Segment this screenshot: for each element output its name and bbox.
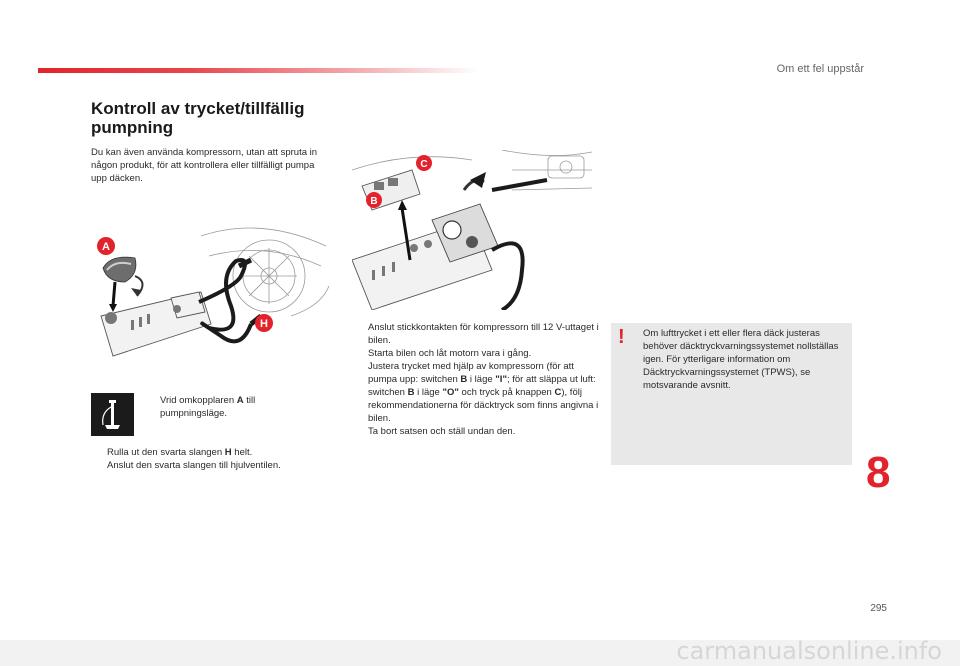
intro-text: Du kan även använda kompressorn, utan att spruta in någon produkt, för att kontrollera eller tillfälligt pumpa upp däcken. (91, 147, 318, 184)
step-text: till pumpningsläge. (160, 395, 256, 419)
steps-left (91, 446, 341, 472)
section-title: Om ett fel uppstår (776, 63, 864, 75)
figure-label-c: C (420, 159, 428, 170)
chapter-number: 8 (866, 448, 891, 497)
step-switch-a (144, 394, 294, 420)
figure-label-b: B (370, 196, 378, 207)
warning-icon: ! (618, 326, 625, 348)
list-item (352, 360, 600, 425)
list-item (352, 321, 600, 347)
figure-label-a: A (102, 241, 110, 253)
steps-right (352, 321, 600, 438)
step-text: och tryck på knappen (458, 387, 555, 398)
header-accent-bar (38, 68, 478, 73)
compressor-controls-illustration (352, 150, 592, 310)
note-text: Om lufttrycket i ett eller flera däck justeras behöver däcktryckvarningssystemet nollställas igen. För ytterligare information om Däcktryckvarningssystemet (TPWS), se motsvarande avsnitt. (643, 328, 839, 391)
step-text: Anslut den svarta slangen till hjulventilen. (107, 460, 281, 471)
step-text: i läge (467, 374, 496, 385)
list-item (91, 459, 341, 472)
step-key: B (407, 387, 415, 398)
step-key: "O" (442, 387, 459, 398)
step-text: helt. (231, 447, 253, 458)
page-title: Kontroll av trycket/tillfällig pumpning (91, 99, 305, 137)
step-key: "I" (495, 374, 507, 385)
step-key: A (236, 395, 244, 406)
step-text: Anslut stickkontakten för kompressorn till 12 V-uttaget i bilen. (368, 322, 599, 346)
watermark-text: carmanualsonline.info (676, 637, 942, 665)
step-text: Rulla ut den svarta slangen (107, 447, 225, 458)
list-item (352, 425, 600, 438)
step-text: ; för att släppa ut luft: switchen (368, 374, 596, 398)
figure-label-h: H (260, 318, 268, 330)
pump-icon (91, 393, 134, 436)
step-key: H (224, 447, 232, 458)
step-text: Starta bilen och låt motorn vara i gång. (368, 348, 532, 359)
list-item (352, 347, 600, 360)
step-text: i läge (414, 387, 443, 398)
page-number: 295 (870, 603, 887, 614)
step-text: Ta bort satsen och ställ undan den. (368, 426, 516, 437)
step-key: B (460, 374, 468, 385)
step-text: ), följ rekommendationerna för däcktryck som finns angivna i bilen. (368, 387, 599, 424)
step-key: C (554, 387, 562, 398)
step-text: Justera trycket med hjälp av kompressorn (för att pumpa upp: switchen (368, 361, 574, 385)
step-text: Vrid omkopplaren (160, 395, 237, 406)
list-item (91, 446, 341, 459)
compressor-wheel-illustration (91, 216, 331, 376)
